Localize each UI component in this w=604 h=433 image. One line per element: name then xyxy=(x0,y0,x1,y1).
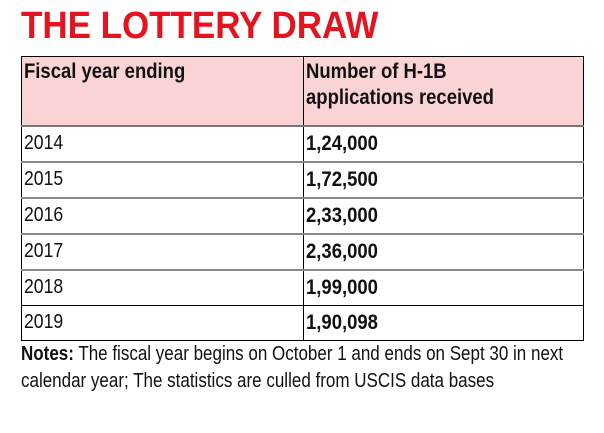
applications-cell xyxy=(304,306,584,341)
table-row xyxy=(22,306,584,341)
year-cell xyxy=(22,162,304,198)
applications-value: 1,90,098 xyxy=(306,311,378,334)
year-value: 2014 xyxy=(24,132,64,154)
applications-cell xyxy=(304,198,584,234)
year-value: 2017 xyxy=(24,240,64,262)
page-title: THE LOTTERY DRAW xyxy=(21,5,379,47)
year-cell xyxy=(22,198,304,234)
year-value: 2019 xyxy=(24,311,64,333)
applications-value: 2,36,000 xyxy=(306,240,378,263)
applications-cell xyxy=(304,126,584,162)
table-row xyxy=(22,234,584,270)
year-cell xyxy=(22,306,304,341)
applications-cell xyxy=(304,234,584,270)
header-fiscal-year-label: Fiscal year ending xyxy=(24,60,186,83)
notes-text: The fiscal year begins on October 1 and ends on Sept 30 in next calendar year; The statistics are culled from USCIS data bases xyxy=(21,343,564,392)
header-applications xyxy=(304,57,584,127)
header-fiscal-year xyxy=(22,57,304,127)
year-value: 2018 xyxy=(24,276,64,298)
applications-cell xyxy=(304,162,584,198)
year-cell xyxy=(22,234,304,270)
applications-value: 1,72,500 xyxy=(306,168,378,191)
table-row xyxy=(22,270,584,306)
year-value: 2016 xyxy=(24,204,64,226)
applications-value: 1,99,000 xyxy=(306,276,378,299)
header-applications-line1: Number of H-1B xyxy=(306,60,447,83)
table-row xyxy=(22,126,584,162)
year-cell xyxy=(22,270,304,306)
year-value: 2015 xyxy=(24,168,64,190)
header-applications-line2: applications received xyxy=(306,86,494,109)
year-cell xyxy=(22,126,304,162)
notes xyxy=(21,341,601,395)
applications-cell xyxy=(304,270,584,306)
notes-label: Notes: xyxy=(21,343,74,365)
applications-value: 2,33,000 xyxy=(306,204,378,227)
h1b-applications-table xyxy=(21,56,584,341)
table-row xyxy=(22,198,584,234)
table-row xyxy=(22,162,584,198)
applications-value: 1,24,000 xyxy=(306,132,378,155)
table-header-row xyxy=(22,57,584,127)
